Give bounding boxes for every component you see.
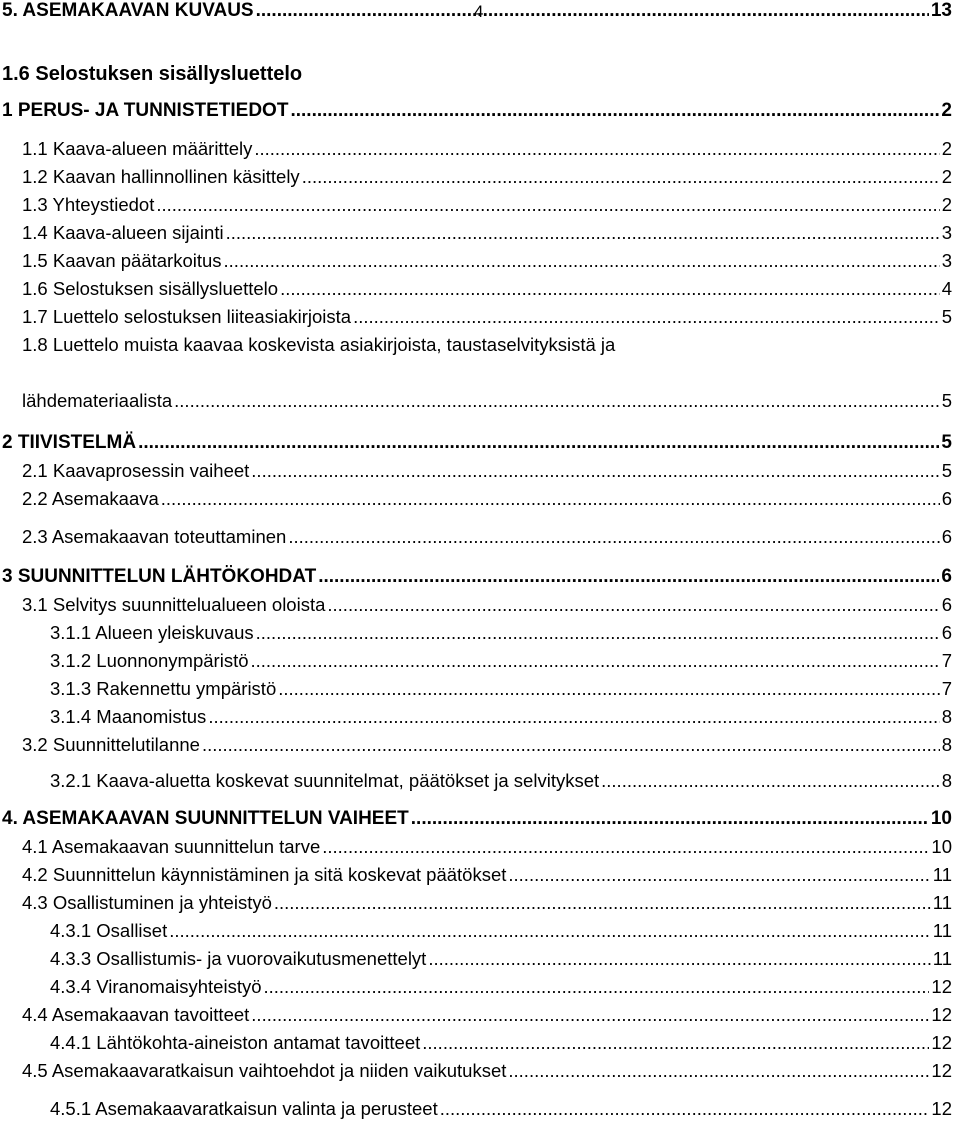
toc-page-number: 2 bbox=[941, 194, 952, 215]
toc-entry-text: 4.4 Asemakaavan tavoitteet bbox=[22, 1004, 250, 1025]
toc-page-number: 12 bbox=[931, 976, 952, 997]
toc-leader-dots bbox=[353, 306, 940, 328]
toc-entry[interactable] bbox=[50, 1032, 952, 1054]
toc-entry[interactable] bbox=[2, 808, 952, 830]
toc-page-number: 5 bbox=[941, 460, 952, 481]
toc-leader-dots bbox=[251, 650, 940, 672]
toc-leader-dots bbox=[428, 948, 930, 970]
toc-entry-text: 4.2 Suunnittelun käynnistäminen ja sitä koskevat päätökset bbox=[22, 864, 507, 885]
toc-page-number: 11 bbox=[932, 864, 952, 885]
toc-entry[interactable] bbox=[50, 948, 952, 970]
toc-page-number: 3 bbox=[941, 250, 952, 271]
toc-entry-text: 4.1 Asemakaavan suunnittelun tarve bbox=[22, 836, 321, 857]
toc-leader-dots bbox=[138, 432, 939, 454]
toc-leader-dots bbox=[202, 734, 940, 756]
toc-leader-dots bbox=[254, 138, 939, 160]
toc-entry-text: 2 TIIVISTELMÄ bbox=[2, 432, 137, 453]
toc-entry[interactable] bbox=[22, 488, 952, 510]
toc-page-number: 6 bbox=[941, 526, 952, 547]
toc-page-number: 11 bbox=[932, 892, 952, 913]
toc-entry-text: 3.2.1 Kaava-aluetta koskevat suunnitelmat, päätökset ja selvitykset bbox=[50, 770, 600, 791]
toc-entry-text: 3 SUUNNITTELUN LÄHTÖKOHDAT bbox=[2, 566, 317, 587]
toc-leader-dots bbox=[251, 460, 939, 482]
toc-leader-dots bbox=[318, 566, 939, 588]
toc-leader-dots bbox=[274, 892, 931, 914]
toc-entry[interactable] bbox=[2, 566, 952, 588]
toc-leader-dots bbox=[264, 976, 930, 998]
toc-page-number: 8 bbox=[941, 770, 952, 791]
toc-entry-text: 3.2 Suunnittelutilanne bbox=[22, 734, 200, 755]
toc-entry[interactable] bbox=[22, 594, 952, 616]
toc-entry[interactable] bbox=[22, 278, 952, 300]
toc-entry-text: 1.8 Luettelo muista kaavaa koskevista asiakirjoista, taustaselvityksistä ja bbox=[22, 334, 616, 355]
toc-entry[interactable] bbox=[22, 390, 952, 412]
toc-page-number: 8 bbox=[941, 734, 952, 755]
toc-leader-dots bbox=[440, 1098, 930, 1120]
toc-entry[interactable] bbox=[50, 976, 952, 998]
toc-leader-dots bbox=[156, 194, 939, 216]
toc-entry-text: lähdemateriaalista bbox=[22, 390, 173, 411]
toc-page-number: 10 bbox=[931, 836, 952, 857]
toc-entry-text: 2.3 Asemakaavan toteuttaminen bbox=[22, 526, 287, 547]
toc-entry-text: 4. ASEMAKAAVAN SUUNNITTELUN VAIHEET bbox=[2, 808, 409, 829]
toc-leader-dots bbox=[256, 622, 940, 644]
toc-entry-text: 5. ASEMAKAAVAN KUVAUS bbox=[2, 0, 254, 21]
toc-leader-dots bbox=[601, 770, 940, 792]
toc-page-number: 12 bbox=[931, 1060, 952, 1081]
toc-entry-text: 4.5.1 Asemakaavaratkaisun valinta ja perusteet bbox=[50, 1098, 438, 1119]
toc-entry-text: 4.4.1 Lähtökohta-aineiston antamat tavoitteet bbox=[50, 1032, 421, 1053]
toc-entry[interactable] bbox=[2, 432, 952, 454]
toc-entry[interactable] bbox=[22, 1004, 952, 1026]
toc-page-number: 2 bbox=[941, 166, 952, 187]
toc-page-number: 7 bbox=[941, 678, 952, 699]
toc-entry-text: 3.1 Selvitys suunnittelualueen oloista bbox=[22, 594, 326, 615]
toc-entry[interactable] bbox=[22, 138, 952, 160]
toc-page-number: 10 bbox=[930, 808, 952, 829]
toc-page-number: 2 bbox=[941, 138, 952, 159]
toc-entry[interactable] bbox=[50, 650, 952, 672]
toc-leader-dots bbox=[508, 864, 930, 886]
toc-page-number: 6 bbox=[941, 594, 952, 615]
page-number: 4 bbox=[474, 2, 484, 21]
toc-entry[interactable] bbox=[22, 864, 952, 886]
toc-entry[interactable] bbox=[2, 100, 952, 122]
toc-entry-text: 1.4 Kaava-alueen sijainti bbox=[22, 222, 224, 243]
toc-entry[interactable] bbox=[22, 194, 952, 216]
toc-page-number: 6 bbox=[941, 566, 952, 587]
toc-leader-dots bbox=[302, 166, 940, 188]
toc-leader-dots bbox=[288, 526, 939, 548]
toc-leader-dots bbox=[278, 678, 939, 700]
toc-page-number: 2 bbox=[941, 100, 952, 121]
toc-entry-text: 4.3 Osallistuminen ja yhteistyö bbox=[22, 892, 272, 913]
toc-leader-dots bbox=[422, 1032, 929, 1054]
page-title: 1.6 Selostuksen sisällysluettelo bbox=[2, 63, 303, 85]
toc-page-number: 11 bbox=[932, 920, 952, 941]
toc-entry-text: 3.1.4 Maanomistus bbox=[50, 706, 207, 727]
toc-entry[interactable] bbox=[22, 892, 952, 914]
toc-leader-dots bbox=[251, 1004, 929, 1026]
toc-entry[interactable] bbox=[50, 622, 952, 644]
toc-page-number: 11 bbox=[932, 948, 952, 969]
toc-entry-text: 4.5 Asemakaavaratkaisun vaihtoehdot ja niiden vaikutukset bbox=[22, 1060, 507, 1081]
toc-page-number: 5 bbox=[941, 306, 952, 327]
toc-page-number: 7 bbox=[941, 650, 952, 671]
toc-page-number: 12 bbox=[931, 1032, 952, 1053]
toc-entry[interactable] bbox=[22, 460, 952, 482]
toc-entry[interactable] bbox=[2, 0, 952, 22]
toc-entry-text: 1.5 Kaavan päätarkoitus bbox=[22, 250, 222, 271]
toc-entry[interactable] bbox=[22, 166, 952, 188]
toc-entry-text: 2.1 Kaavaprosessin vaiheet bbox=[22, 460, 250, 481]
toc-entry[interactable] bbox=[22, 250, 952, 272]
toc-entry[interactable] bbox=[22, 526, 952, 548]
toc-page-number: 6 bbox=[941, 622, 952, 643]
toc-entry-text: 1 PERUS- JA TUNNISTETIEDOT bbox=[2, 100, 289, 121]
toc-leader-dots bbox=[208, 706, 939, 728]
toc-page-number: 8 bbox=[941, 706, 952, 727]
toc-entry[interactable] bbox=[22, 306, 952, 328]
toc-entry[interactable] bbox=[22, 836, 952, 858]
toc-entry-text: 1.2 Kaavan hallinnollinen käsittely bbox=[22, 166, 300, 187]
toc-leader-dots bbox=[322, 836, 929, 858]
toc-entry-text: 1.7 Luettelo selostuksen liiteasiakirjoista bbox=[22, 306, 352, 327]
toc-leader-dots bbox=[290, 100, 939, 122]
toc-page-number: 4 bbox=[941, 278, 952, 299]
toc-entry-text: 2.2 Asemakaava bbox=[22, 488, 159, 509]
toc-entry[interactable] bbox=[50, 706, 952, 728]
toc-entry[interactable] bbox=[50, 770, 952, 792]
toc-leader-dots bbox=[256, 0, 929, 22]
toc-leader-dots bbox=[411, 808, 929, 830]
toc-entry[interactable] bbox=[50, 678, 952, 700]
toc-leader-dots bbox=[508, 1060, 929, 1082]
toc-entry[interactable] bbox=[50, 920, 952, 942]
toc-entry-text: 4.3.4 Viranomaisyhteistyö bbox=[50, 976, 262, 997]
toc-leader-dots bbox=[174, 390, 940, 412]
toc-entry[interactable] bbox=[22, 222, 952, 244]
toc-entry-text: 4.3.3 Osallistumis- ja vuorovaikutusmenettelyt bbox=[50, 948, 427, 969]
toc-entry-text: 1.6 Selostuksen sisällysluettelo bbox=[22, 278, 279, 299]
toc-entry-text: 3.1.2 Luonnonympäristö bbox=[50, 650, 249, 671]
toc-page-number: 12 bbox=[931, 1098, 952, 1119]
toc-page-number: 6 bbox=[941, 488, 952, 509]
toc-page-number: 5 bbox=[941, 432, 952, 453]
toc-entry-text: 1.1 Kaava-alueen määrittely bbox=[22, 138, 253, 159]
toc-page-number: 3 bbox=[941, 222, 952, 243]
toc-entry[interactable] bbox=[50, 1098, 952, 1120]
toc-entry-text: 1.3 Yhteystiedot bbox=[22, 194, 155, 215]
toc-leader-dots bbox=[226, 222, 940, 244]
toc-leader-dots bbox=[224, 250, 940, 272]
toc-leader-dots bbox=[169, 920, 931, 942]
toc-entry-text: 3.1.1 Alueen yleiskuvaus bbox=[50, 622, 254, 643]
toc-leader-dots bbox=[327, 594, 939, 616]
toc-page-number: 12 bbox=[931, 1004, 952, 1025]
toc-page-number: 13 bbox=[930, 0, 952, 21]
toc-leader-dots bbox=[161, 488, 940, 510]
toc-leader-dots bbox=[280, 278, 940, 300]
toc-entry-text: 3.1.3 Rakennettu ympäristö bbox=[50, 678, 277, 699]
toc-entry[interactable] bbox=[22, 1060, 952, 1082]
toc-page-number: 5 bbox=[941, 390, 952, 411]
toc-entry[interactable] bbox=[22, 734, 952, 756]
toc-entry-text: 4.3.1 Osalliset bbox=[50, 920, 168, 941]
